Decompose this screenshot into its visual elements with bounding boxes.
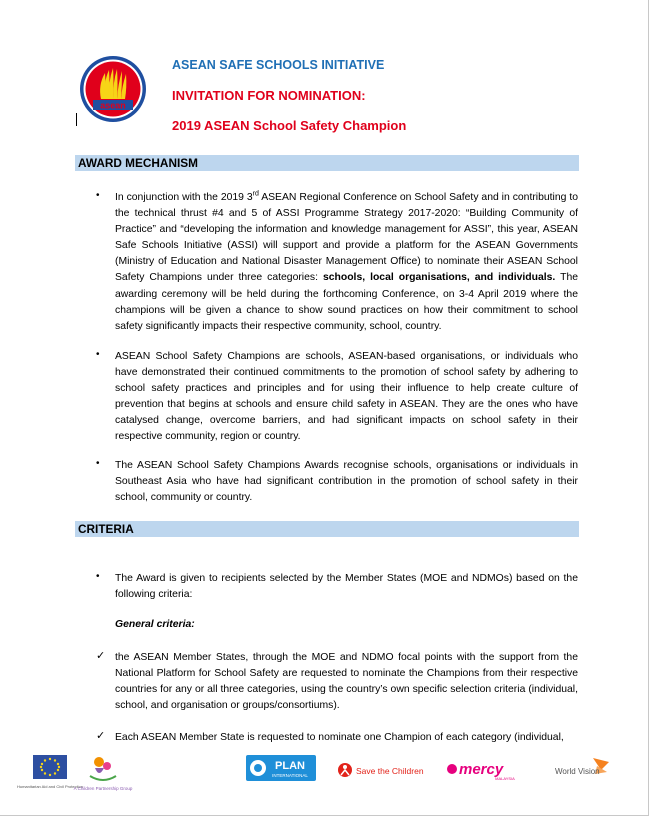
plan-sub: INTERNATIONAL bbox=[272, 773, 308, 778]
bullet-icon: • bbox=[96, 349, 100, 360]
mercy-label: mercy bbox=[459, 761, 504, 778]
children-partnership-logo bbox=[73, 754, 133, 796]
plan-international-logo bbox=[246, 755, 316, 781]
bullet-icon: • bbox=[96, 571, 100, 582]
criteria-item-2: Each ASEAN Member State is requested to nominate one Champion of each category (individual, bbox=[115, 732, 564, 743]
general-criteria-heading: General criteria: bbox=[115, 619, 195, 630]
award-paragraph-1: In conjunction with the 2019 3rd ASEAN Regional Conference on School Safety and in contributing to the technical thrust #4 and 5 of ASSI Programme Strategy 2017-2020: “Building Community of Practice” and “developing the information and knowledge management for ASSI”, this year, ASEAN Safe Schools Initiative (ASSI) will support and provide a platform for the ASEAN Governments (Ministry of Education and National Disaster Management Office) to nominate their ASEAN School Safety Champions under three categories: schools, local organisations, and individuals. The awarding ceremony will be held during the forthcoming Conference, on 3-4 April 2019 where the champions will be given a chance to show sound practices on how their commitment to school safety significantly impacts their respective community, school, country. bbox=[115, 190, 578, 332]
champion-title: 2019 ASEAN School Safety Champion bbox=[172, 118, 407, 133]
plan-label: PLAN bbox=[275, 760, 305, 772]
text-cursor bbox=[76, 113, 77, 126]
criteria-item-1: the ASEAN Member States, through the MOE and NDMO focal points with the support from the National Platform for School Safety are requested to nominate the Champions from their respective countries for any or all three categories, using the country’s own specific selection criteria (individual, school, and organisation or groups/consortiums). bbox=[115, 652, 578, 712]
eu-flag-icon bbox=[16, 755, 84, 797]
mercy-sub: MALAYSIA bbox=[495, 776, 515, 781]
award-paragraph-2: ASEAN School Safety Champions are schools, ASEAN-based organisations, or individuals who have demonstrated their continued commitments to the promotion of school safety by adhering to school safety practices and principles and for using their influence to help create culture of prevention that begins at schools and ensure child safety in ASEAN. They are the ones who have catalysed change, overcome barriers, and had significant impacts on school safety in their respective community, region or country. bbox=[115, 351, 578, 443]
partner-logos-footer bbox=[0, 752, 650, 797]
award-paragraph-3: The ASEAN School Safety Champions Awards recognise schools, organisations or individuals in Southeast Asia who have had significant contribution in the promotion of school safety in their school, community or country. bbox=[115, 460, 578, 504]
wv-label: World Vision bbox=[555, 767, 600, 776]
asean-logo-text: asean bbox=[100, 100, 126, 111]
check-icon: ✓ bbox=[96, 730, 106, 742]
bullet-icon: • bbox=[96, 458, 100, 469]
mercy-malaysia-logo bbox=[445, 758, 527, 782]
world-vision-logo bbox=[553, 756, 611, 782]
criteria-intro: The Award is given to recipients selected by the Member States (MOE and NDMOs) based on the following criteria: bbox=[115, 573, 578, 601]
ac-caption: A Children Partnership Group bbox=[73, 786, 133, 791]
save-the-children-logo bbox=[337, 761, 429, 781]
invitation-title: INVITATION FOR NOMINATION: bbox=[172, 88, 366, 103]
asean-logo bbox=[79, 55, 147, 123]
bullet-icon: • bbox=[96, 190, 100, 201]
eu-caption: Humanitarian Aid and Civil Protection bbox=[16, 784, 84, 789]
stc-label: Save the Children bbox=[356, 766, 424, 776]
check-icon: ✓ bbox=[96, 650, 106, 662]
initiative-title: ASEAN SAFE SCHOOLS INITIATIVE bbox=[172, 58, 385, 72]
section-award-mechanism: AWARD MECHANISM bbox=[75, 155, 579, 171]
section-criteria: CRITERIA bbox=[75, 521, 579, 537]
